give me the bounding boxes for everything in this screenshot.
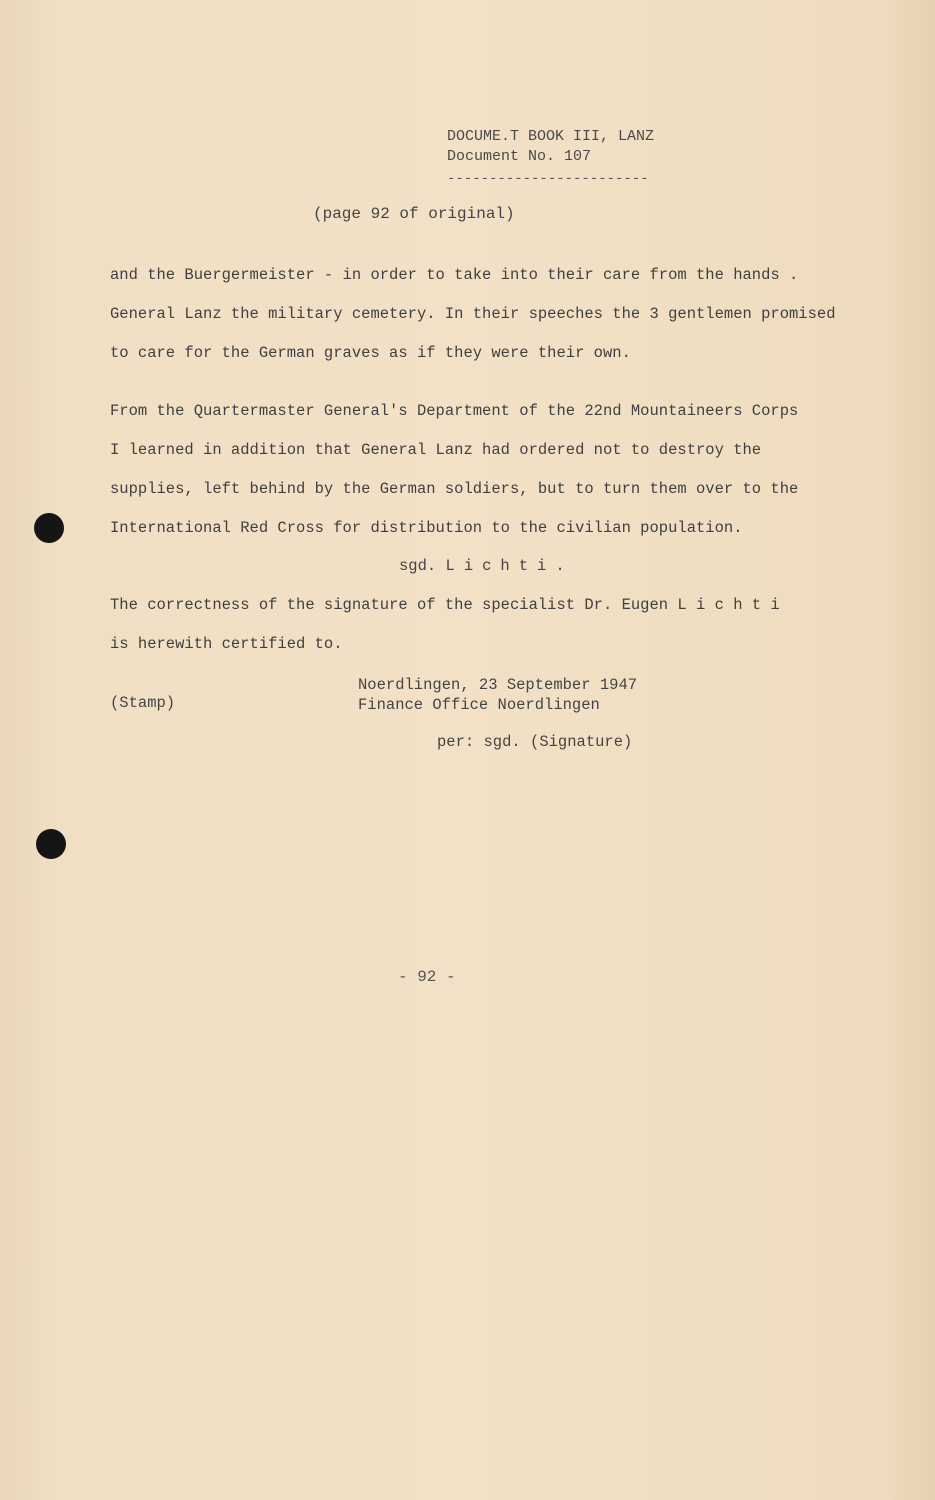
paragraph-line: and the Buergermeister - in order to take into their care from the hands . [110,266,799,284]
per-signature: per: sgd. (Signature) [437,733,633,751]
document-number: Document No. 107 [447,148,592,165]
page-number: - 92 - [398,968,456,986]
certification-paragraph [110,592,870,670]
place-and-office [358,675,637,715]
header-rule: ------------------------ [447,171,649,187]
paragraph-line: I learned in addition that General Lanz had ordered not to destroy the [110,441,762,459]
office-name: Finance Office Noerdlingen [358,696,600,714]
paragraph-line: supplies, left behind by the German soldiers, but to turn them over to the [110,480,799,498]
signature-line [399,557,574,575]
place-date: Noerdlingen, 23 September 1947 [358,676,638,694]
document-book-title: DOCUME.T BOOK III, LANZ [447,128,655,145]
document-header [447,127,677,189]
paragraph-2 [110,398,870,554]
punch-hole-icon [34,513,64,543]
original-page-reference: (page 92 of original) [313,205,515,223]
certification-line: The correctness of the signature of the specialist Dr. Eugen L i c h t i [110,596,780,614]
signed-prefix: sgd. [399,557,437,575]
stamp-label: (Stamp) [110,694,176,712]
paragraph-line: to care for the German graves as if they were their own. [110,344,631,362]
paragraph-1 [110,262,870,379]
paragraph-line: From the Quartermaster General's Department of the 22nd Mountaineers Corps [110,402,799,420]
paragraph-line: General Lanz the military cemetery. In their speeches the 3 gentlemen promised [110,305,836,323]
signed-name: Lichti. [445,557,574,575]
certification-line: is herewith certified to. [110,635,343,653]
punch-hole-icon [36,829,66,859]
paragraph-line: International Red Cross for distribution to the civilian population. [110,519,743,537]
